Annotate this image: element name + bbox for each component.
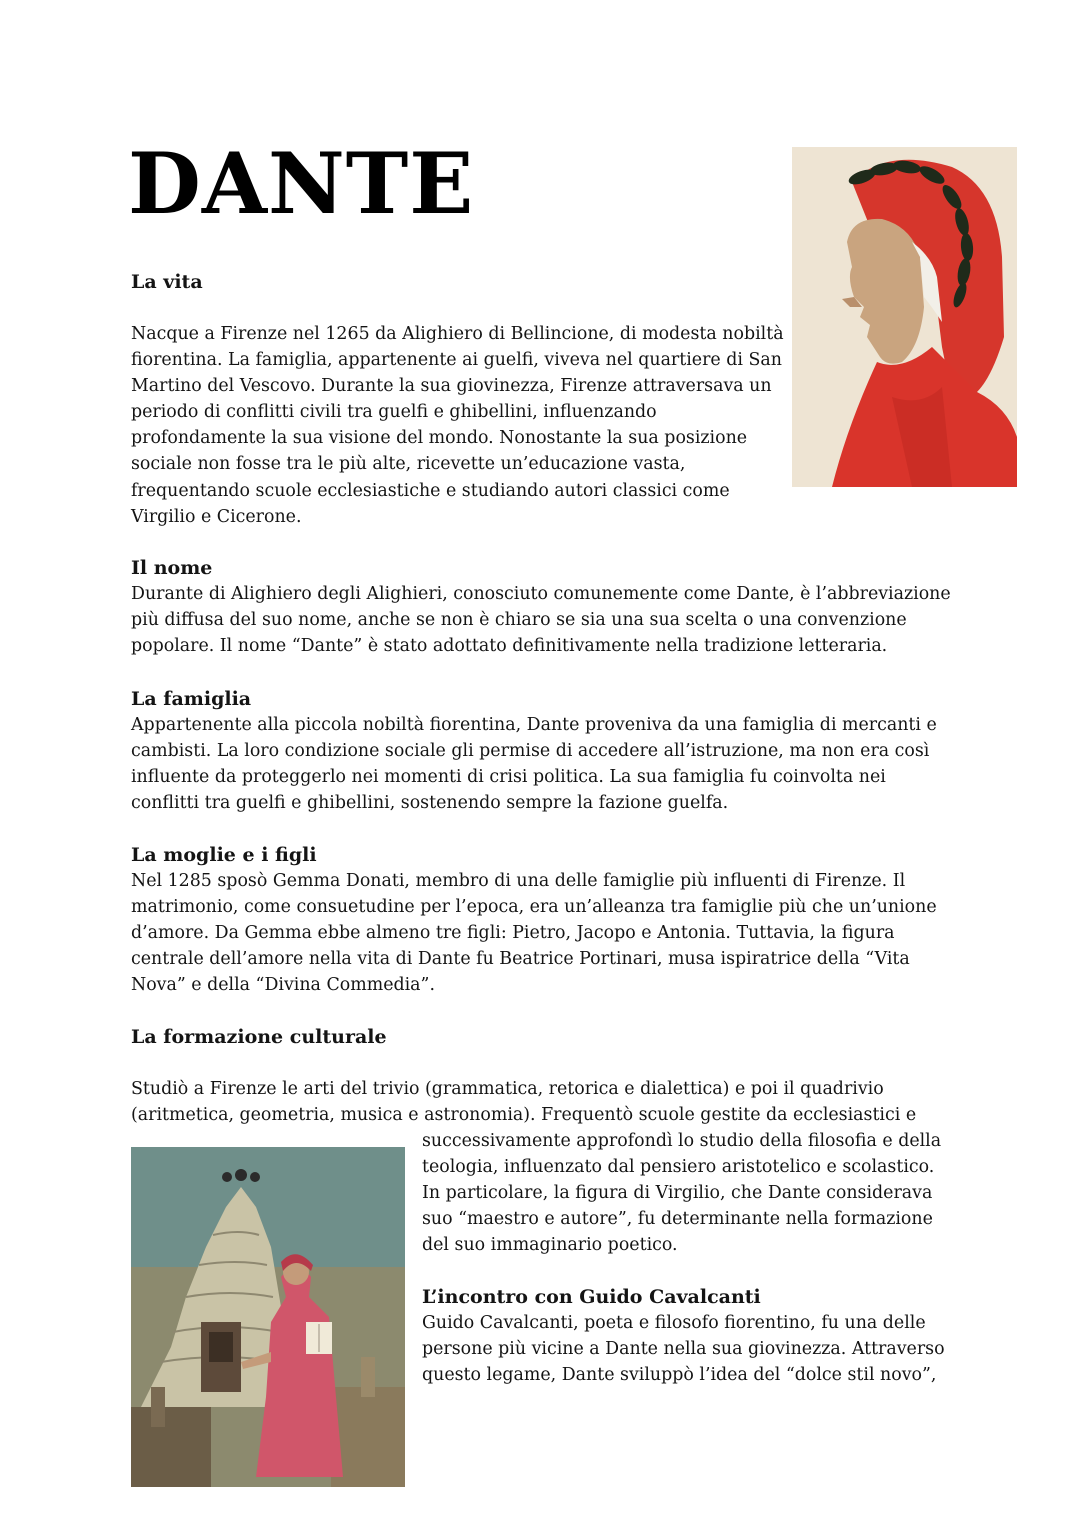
page-title: DANTE <box>128 134 475 233</box>
heading-incontro-cavalcanti: L’incontro con Guido Cavalcanti <box>422 1286 761 1308</box>
paragraph-la-moglie-e-i-figli: Nel 1285 sposò Gemma Donati, membro di una delle famiglie più influenti di Firenze. Il matrimonio, come consuetudine per l’epoca, era un’alleanza tra famiglie più che un’unione d’amore. Da Gemma ebbe almeno tre figli: Pietro, Jacopo e Antonia. Tuttavia, la figura centrale dell’amore nella vita di Dante fu Beatrice Portinari, musa ispiratrice della “Vita Nova” e della “Divina Commedia”. <box>131 871 937 996</box>
heading-il-nome: Il nome <box>131 557 213 579</box>
heading-la-famiglia: La famiglia <box>131 688 252 710</box>
dante-portrait-image <box>792 147 1017 487</box>
heading-la-vita: La vita <box>131 271 203 293</box>
heading-la-moglie-e-i-figli: La moglie e i figli <box>131 844 317 866</box>
paragraph-formazione-intro: Studiò a Firenze le arti del trivio (grammatica, retorica e dialettica) e poi il quadrivio (aritmetica, geometria, musica e astronomia). Frequentò scuole gestite da ecclesiastici e <box>131 1079 917 1126</box>
paragraph-il-nome: Durante di Alighiero degli Alighieri, conosciuto comunemente come Dante, è l’abbreviazione più diffusa del suo nome, anche se non è chiaro se sia una sua scelta o una convenzione popolare. Il nome “Dante” è stato adottato definitivamente nella tradizione letteraria. <box>131 584 951 657</box>
paragraph-la-vita: Nacque a Firenze nel 1265 da Alighiero di Bellincione, di modesta nobiltà fiorentina. La famiglia, appartenente ai guelfi, viveva nel quartiere di San Martino del Vescovo. Durante la sua giovinezza, Firenze attraversava un periodo di conflitti civili tra guelfi e ghibellini, influenzando profondamente la sua visione del mondo. Nonostante la sua posizione sociale non fosse tra le più alte, ricevette un’educazione vasta, frequentando scuole ecclesiastiche e studiando autori classici come Virgilio e Cicerone. <box>131 324 784 527</box>
paragraph-incontro-cavalcanti: Guido Cavalcanti, poeta e filosofo fiorentino, fu una delle persone più vicine a Dante nella sua giovinezza. Attraverso questo legame, Dante sviluppò l’idea del “dolce stil novo”, <box>422 1313 945 1386</box>
paragraph-la-famiglia: Appartenente alla piccola nobiltà fiorentina, Dante proveniva da una famiglia di mercanti e cambisti. La loro condizione sociale gli permise di accedere all’istruzione, ma non era così influente da proteggerlo nei momenti di crisi politica. La sua famiglia fu coinvolta nei conflitti tra guelfi e ghibellini, sostenendo sempre la fazione guelfa. <box>131 715 937 814</box>
dante-divine-comedy-painting-image <box>131 1147 405 1487</box>
paragraph-formazione-continued: successivamente approfondì lo studio della filosofia e della teologia, influenzato dal pensiero aristotelico e scolastico. In particolare, la figura di Virgilio, che Dante considerava suo “maestro e autore”, fu determinante nella formazione del suo immaginario poetico. <box>422 1131 942 1256</box>
heading-la-formazione-culturale: La formazione culturale <box>131 1026 387 1048</box>
